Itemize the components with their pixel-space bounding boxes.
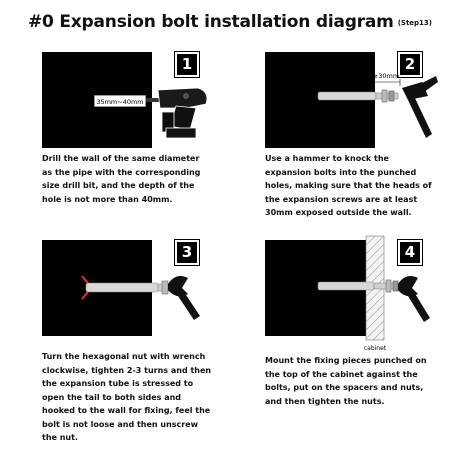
step-4-number: 4	[398, 240, 422, 265]
step-2-number: 2	[398, 52, 422, 77]
mounted-bolt-icon	[318, 280, 400, 292]
step-2-measure-label: ≥30mm	[372, 72, 400, 80]
wrench-icon	[398, 276, 430, 322]
step-1-caption: Drill the wall of the same diameter as the pipe with the corresponding size drill bit, and the depth of the hole is not more than 40mm.	[42, 154, 201, 204]
step-3-caption: Turn the hexagonal nut with wrench clockwise, tighten 2-3 turns and then the expansion tube is stressed to open the tail to both sides and hooked to the wall for fixing, feel the bolt is not loose and then unscrew the nut.	[42, 352, 212, 442]
step-1-number: 1	[175, 52, 199, 77]
step-3-number: 3	[175, 240, 199, 265]
title-main: #0 Expansion bolt installation diagram	[27, 12, 394, 32]
step-1-measure-label: 35mm~40mm	[96, 98, 144, 106]
step-4-caption: Mount the fixing pieces punched on the top of the cabinet against the bolts, put on the spacers and nuts, and then tighten the nuts.	[265, 356, 427, 406]
step-2-caption: Use a hammer to knock the expansion bolts into the punched holes, making sure that the heads of the expansion screws are at least 30mm exposed outside the wall.	[265, 154, 432, 217]
title-step: (Step13)	[397, 18, 432, 27]
step-4-cabinet-label: cabinet	[363, 345, 387, 352]
